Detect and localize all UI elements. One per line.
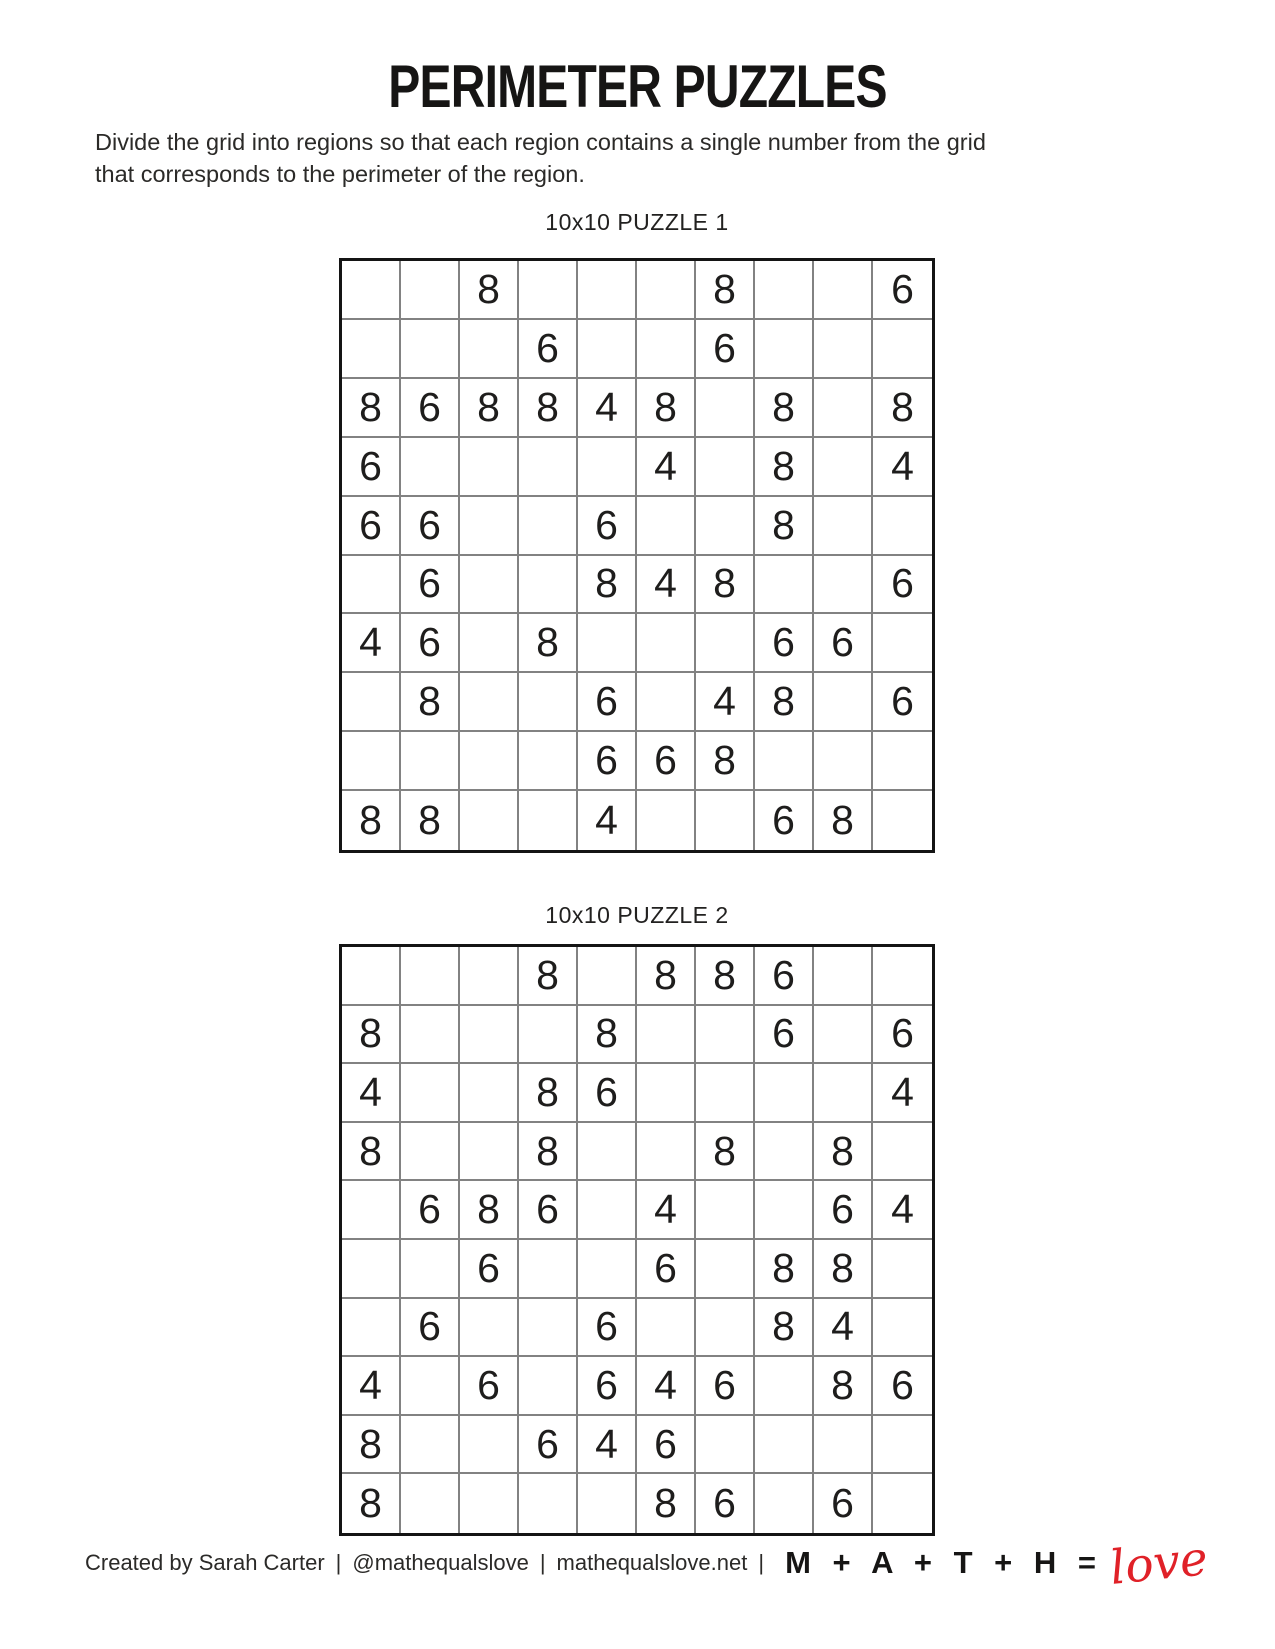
grid-cell-empty [578, 1240, 637, 1299]
grid-cell-empty [342, 320, 401, 379]
grid-cell-empty [814, 1064, 873, 1123]
grid-cell-empty [637, 1123, 696, 1182]
footer-handle: @mathequalslove [352, 1550, 529, 1575]
grid-cell-empty [578, 1123, 637, 1182]
grid-cell-empty [696, 1064, 755, 1123]
grid-cell-empty [873, 732, 932, 791]
grid-cell-empty [342, 732, 401, 791]
grid-cell-empty [578, 614, 637, 673]
grid-cell-number: 6 [578, 1064, 637, 1123]
grid-cell-empty [814, 1416, 873, 1475]
grid-cell-empty [519, 497, 578, 556]
grid-cell-number: 6 [873, 261, 932, 320]
grid-cell-number: 8 [696, 1123, 755, 1182]
grid-cell-number: 4 [873, 1181, 932, 1240]
grid-cell-number: 8 [755, 438, 814, 497]
grid-cell-number: 4 [696, 673, 755, 732]
grid-cell-empty [637, 1064, 696, 1123]
grid-cell-empty [519, 1299, 578, 1358]
grid-cell-empty [637, 614, 696, 673]
grid-cell-empty [460, 673, 519, 732]
grid-cell-number: 8 [519, 1064, 578, 1123]
grid-cell-empty [460, 1474, 519, 1533]
puzzle-1-caption: 10x10 PUZZLE 1 [545, 209, 729, 235]
instructions [95, 126, 1115, 190]
grid-cell-number: 8 [342, 379, 401, 438]
grid-cell-number: 8 [814, 1357, 873, 1416]
grid-cell-number: 8 [342, 1006, 401, 1065]
puzzle-2-grid [339, 944, 935, 1536]
grid-cell-empty [342, 947, 401, 1006]
grid-cell-number: 8 [814, 1240, 873, 1299]
grid-cell-number: 6 [578, 497, 637, 556]
instructions-line-1: Divide the grid into regions so that each region contains a single number from the grid [95, 129, 986, 155]
grid-cell-empty [696, 1006, 755, 1065]
grid-cell-empty [814, 732, 873, 791]
grid-cell-number: 8 [755, 497, 814, 556]
grid-cell-number: 6 [755, 947, 814, 1006]
grid-cell-empty [755, 1474, 814, 1533]
grid-cell-empty [578, 438, 637, 497]
grid-cell-empty [342, 1299, 401, 1358]
grid-cell-empty [755, 1416, 814, 1475]
grid-cell-empty [696, 1416, 755, 1475]
grid-cell-empty [519, 673, 578, 732]
grid-cell-number: 6 [637, 1240, 696, 1299]
grid-cell-empty [873, 1123, 932, 1182]
grid-cell-number: 8 [460, 379, 519, 438]
grid-cell-empty [460, 614, 519, 673]
grid-cell-number: 8 [342, 791, 401, 850]
footer-site: mathequalslove.net [556, 1550, 748, 1575]
grid-cell-number: 6 [401, 497, 460, 556]
grid-cell-empty [696, 379, 755, 438]
grid-cell-empty [814, 556, 873, 615]
grid-cell-number: 6 [519, 1416, 578, 1475]
grid-cell-number: 8 [637, 947, 696, 1006]
grid-cell-empty [460, 732, 519, 791]
grid-cell-number: 8 [696, 732, 755, 791]
grid-cell-number: 4 [814, 1299, 873, 1358]
grid-cell-empty [460, 438, 519, 497]
grid-cell-number: 8 [519, 614, 578, 673]
grid-cell-number: 6 [401, 1181, 460, 1240]
grid-cell-empty [578, 261, 637, 320]
grid-cell-number: 8 [460, 261, 519, 320]
grid-cell-number: 8 [696, 947, 755, 1006]
grid-cell-number: 6 [578, 673, 637, 732]
grid-cell-number: 6 [696, 1474, 755, 1533]
grid-cell-number: 6 [873, 556, 932, 615]
grid-cell-empty [696, 497, 755, 556]
grid-cell-empty [814, 497, 873, 556]
grid-cell-empty [578, 1474, 637, 1533]
grid-cell-number: 6 [519, 1181, 578, 1240]
grid-cell-number: 8 [460, 1181, 519, 1240]
grid-cell-empty [401, 261, 460, 320]
grid-cell-number: 6 [401, 379, 460, 438]
grid-cell-number: 4 [342, 1064, 401, 1123]
grid-cell-empty [342, 1240, 401, 1299]
grid-cell-empty [342, 261, 401, 320]
grid-cell-empty [873, 614, 932, 673]
grid-cell-number: 4 [342, 1357, 401, 1416]
grid-cell-empty [814, 947, 873, 1006]
grid-cell-empty [755, 556, 814, 615]
grid-cell-empty [460, 1064, 519, 1123]
grid-cell-number: 4 [342, 614, 401, 673]
grid-cell-number: 6 [873, 1006, 932, 1065]
grid-cell-number: 6 [814, 1474, 873, 1533]
grid-cell-empty [755, 1123, 814, 1182]
grid-cell-empty [342, 673, 401, 732]
grid-cell-number: 8 [755, 1240, 814, 1299]
grid-cell-number: 8 [519, 379, 578, 438]
grid-cell-number: 8 [755, 379, 814, 438]
grid-cell-number: 8 [342, 1123, 401, 1182]
math-equals-brand: M + A + T + H = [785, 1545, 1098, 1580]
grid-cell-empty [696, 1181, 755, 1240]
grid-cell-empty [755, 320, 814, 379]
grid-cell-empty [401, 1123, 460, 1182]
grid-cell-number: 4 [578, 1416, 637, 1475]
grid-cell-empty [519, 1357, 578, 1416]
grid-cell-number: 8 [637, 379, 696, 438]
grid-cell-number: 8 [755, 1299, 814, 1358]
grid-cell-number: 6 [814, 614, 873, 673]
grid-cell-empty [460, 1299, 519, 1358]
footer-separator: | [758, 1550, 765, 1575]
grid-cell-number: 8 [873, 379, 932, 438]
grid-cell-empty [519, 732, 578, 791]
grid-cell-empty [873, 791, 932, 850]
grid-cell-empty [401, 1416, 460, 1475]
grid-cell-number: 8 [578, 1006, 637, 1065]
page-title: PERIMETER PUZZLES [388, 53, 887, 120]
footer-separator: | [335, 1550, 342, 1575]
grid-cell-empty [401, 947, 460, 1006]
grid-cell-number: 8 [519, 1123, 578, 1182]
grid-cell-number: 6 [460, 1357, 519, 1416]
grid-cell-number: 6 [401, 614, 460, 673]
grid-cell-number: 8 [814, 1123, 873, 1182]
grid-cell-empty [755, 1357, 814, 1416]
grid-cell-number: 6 [342, 438, 401, 497]
grid-cell-empty [637, 1299, 696, 1358]
footer [85, 1528, 1215, 1598]
grid-cell-number: 8 [342, 1416, 401, 1475]
grid-cell-number: 8 [696, 556, 755, 615]
grid-cell-empty [814, 673, 873, 732]
grid-cell-number: 4 [873, 438, 932, 497]
grid-cell-number: 6 [696, 320, 755, 379]
puzzle-2-caption: 10x10 PUZZLE 2 [545, 902, 729, 928]
grid-cell-empty [696, 1299, 755, 1358]
grid-cell-number: 4 [578, 791, 637, 850]
grid-cell-empty [814, 320, 873, 379]
grid-cell-empty [519, 1006, 578, 1065]
grid-cell-number: 8 [755, 673, 814, 732]
grid-cell-number: 6 [578, 732, 637, 791]
grid-cell-empty [578, 947, 637, 1006]
grid-cell-empty [519, 438, 578, 497]
grid-cell-empty [637, 497, 696, 556]
grid-cell-number: 6 [755, 791, 814, 850]
grid-cell-number: 8 [578, 556, 637, 615]
grid-cell-empty [814, 261, 873, 320]
grid-cell-number: 8 [401, 673, 460, 732]
grid-cell-empty [696, 438, 755, 497]
grid-cell-empty [460, 1416, 519, 1475]
grid-cell-number: 6 [755, 614, 814, 673]
grid-cell-number: 4 [637, 438, 696, 497]
grid-cell-number: 8 [696, 261, 755, 320]
grid-cell-number: 6 [519, 320, 578, 379]
grid-cell-number: 8 [519, 947, 578, 1006]
grid-cell-empty [401, 1064, 460, 1123]
grid-cell-empty [401, 1006, 460, 1065]
grid-cell-empty [696, 614, 755, 673]
grid-cell-empty [460, 1123, 519, 1182]
grid-cell-number: 6 [873, 673, 932, 732]
grid-cell-empty [460, 320, 519, 379]
grid-cell-empty [755, 1064, 814, 1123]
grid-cell-number: 6 [755, 1006, 814, 1065]
grid-cell-number: 6 [401, 1299, 460, 1358]
grid-cell-empty [755, 261, 814, 320]
grid-cell-empty [342, 556, 401, 615]
grid-cell-number: 6 [460, 1240, 519, 1299]
grid-cell-number: 6 [696, 1357, 755, 1416]
grid-cell-empty [755, 732, 814, 791]
grid-cell-empty [519, 791, 578, 850]
grid-cell-empty [401, 438, 460, 497]
grid-cell-empty [696, 791, 755, 850]
footer-separator: | [539, 1550, 546, 1575]
grid-cell-number: 4 [873, 1064, 932, 1123]
grid-cell-empty [460, 791, 519, 850]
grid-cell-empty [873, 1299, 932, 1358]
grid-cell-number: 8 [637, 1474, 696, 1533]
love-script-logo: love [1107, 1530, 1211, 1596]
grid-cell-empty [696, 1240, 755, 1299]
grid-cell-empty [578, 1181, 637, 1240]
grid-cell-empty [519, 1474, 578, 1533]
grid-cell-empty [873, 1240, 932, 1299]
grid-cell-empty [873, 947, 932, 1006]
grid-cell-empty [755, 1181, 814, 1240]
grid-cell-empty [519, 261, 578, 320]
grid-cell-empty [637, 261, 696, 320]
grid-cell-number: 8 [401, 791, 460, 850]
grid-cell-empty [342, 1181, 401, 1240]
grid-cell-number: 6 [578, 1357, 637, 1416]
grid-cell-empty [401, 1474, 460, 1533]
grid-cell-number: 4 [637, 556, 696, 615]
grid-cell-number: 6 [578, 1299, 637, 1358]
grid-cell-number: 6 [342, 497, 401, 556]
grid-cell-empty [873, 320, 932, 379]
grid-cell-empty [460, 497, 519, 556]
grid-cell-empty [814, 438, 873, 497]
grid-cell-number: 6 [637, 732, 696, 791]
grid-cell-number: 4 [637, 1357, 696, 1416]
grid-cell-empty [519, 556, 578, 615]
grid-cell-empty [637, 320, 696, 379]
grid-cell-empty [401, 320, 460, 379]
grid-cell-empty [460, 1006, 519, 1065]
grid-cell-empty [578, 320, 637, 379]
grid-cell-empty [401, 1357, 460, 1416]
footer-credit: Created by Sarah Carter [85, 1550, 325, 1575]
grid-cell-number: 4 [637, 1181, 696, 1240]
grid-cell-empty [814, 1006, 873, 1065]
grid-cell-empty [873, 497, 932, 556]
grid-cell-number: 6 [637, 1416, 696, 1475]
grid-cell-empty [873, 1416, 932, 1475]
puzzle-1-grid [339, 258, 935, 853]
grid-cell-number: 6 [814, 1181, 873, 1240]
grid-cell-empty [637, 791, 696, 850]
grid-cell-number: 4 [578, 379, 637, 438]
grid-cell-number: 6 [401, 556, 460, 615]
grid-cell-empty [873, 1474, 932, 1533]
grid-cell-empty [637, 673, 696, 732]
grid-cell-empty [460, 947, 519, 1006]
grid-cell-empty [637, 1006, 696, 1065]
grid-cell-number: 8 [814, 791, 873, 850]
grid-cell-empty [460, 556, 519, 615]
grid-cell-empty [814, 379, 873, 438]
grid-cell-empty [519, 1240, 578, 1299]
grid-cell-number: 6 [873, 1357, 932, 1416]
grid-cell-empty [401, 732, 460, 791]
grid-cell-number: 8 [342, 1474, 401, 1533]
instructions-line-2: that corresponds to the perimeter of the region. [95, 161, 585, 187]
grid-cell-empty [401, 1240, 460, 1299]
